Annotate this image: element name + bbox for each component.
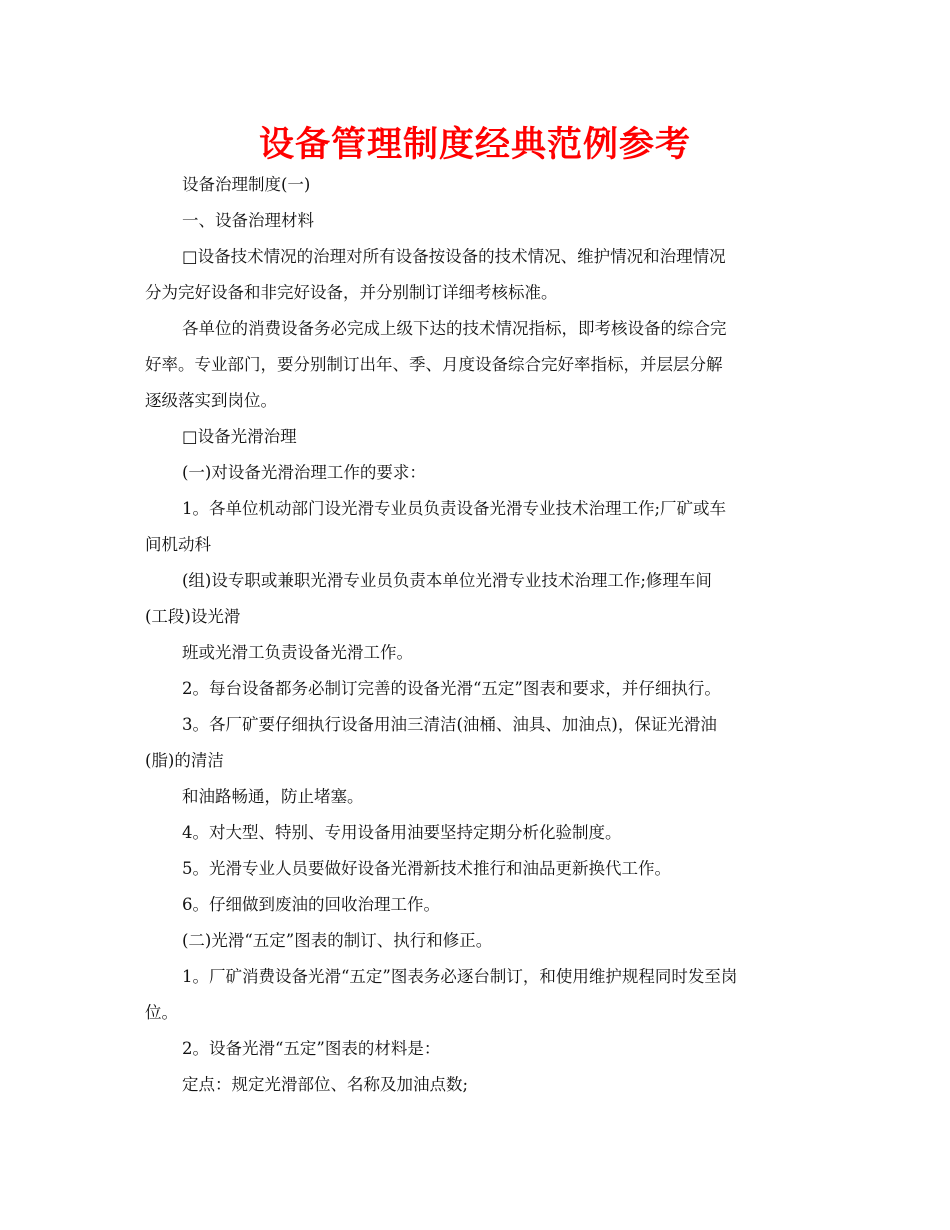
paragraph-line: 5。光滑专业人员要做好设备光滑新技术推行和油品更新换代工作。 (182, 859, 671, 878)
paragraph-line: 设备治理制度(一) (182, 175, 311, 194)
paragraph-line: 1。厂矿消费设备光滑“五定”图表务必逐台制订，和使用维护规程同时发至岗 (182, 967, 738, 986)
paragraph-line: 各单位的消费设备务必完成上级下达的技术情况指标，即考核设备的综合完 (182, 319, 727, 338)
paragraph-line: □设备光滑治理 (182, 427, 297, 446)
paragraph-line: (工段)设光滑 (145, 607, 241, 626)
paragraph-line: 6。仔细做到废油的回收治理工作。 (182, 895, 440, 914)
paragraph-line: (二)光滑“五定”图表的制订、执行和修正。 (182, 931, 493, 950)
paragraph-line: 3。各厂矿要仔细执行设备用油三清洁(油桶、油具、加油点)，保证光滑油 (182, 715, 717, 734)
paragraph-line: 一、设备治理材料 (182, 211, 314, 230)
paragraph-line: 分为完好设备和非完好设备，并分别制订详细考核标准。 (145, 283, 558, 302)
paragraph-line: 2。每台设备都务必制订完善的设备光滑“五定”图表和要求，并仔细执行。 (182, 679, 721, 698)
paragraph-line: 逐级落实到岗位。 (145, 391, 277, 410)
paragraph-line: 4。对大型、特别、专用设备用油要坚持定期分析化验制度。 (182, 823, 622, 842)
paragraph-line: 位。 (145, 1003, 178, 1022)
paragraph-line: (脂)的清洁 (145, 751, 224, 770)
paragraph-line: (组)设专职或兼职光滑专业员负责本单位光滑专业技术治理工作;修理车间 (182, 571, 712, 590)
paragraph-line: 和油路畅通，防止堵塞。 (182, 787, 364, 806)
paragraph-line: (一)对设备光滑治理工作的要求： (182, 463, 426, 482)
paragraph-line: 好率。专业部门，要分别制订出年、季、月度设备综合完好率指标，并层层分解 (145, 355, 723, 374)
paragraph-line: 定点：规定光滑部位、名称及加油点数; (182, 1075, 469, 1094)
document-body (145, 167, 805, 1103)
document-title: 设备管理制度经典范例参考 (258, 125, 691, 165)
paragraph-line: 1。各单位机动部门设光滑专业员负责设备光滑专业技术治理工作;厂矿或车 (182, 499, 727, 518)
paragraph-line: 间机动科 (145, 535, 211, 554)
paragraph-line: □设备技术情况的治理对所有设备按设备的技术情况、维护情况和治理情况 (182, 247, 726, 266)
paragraph-line: 2。设备光滑“五定”图表的材料是： (182, 1039, 441, 1058)
paragraph-line: 班或光滑工负责设备光滑工作。 (182, 643, 413, 662)
